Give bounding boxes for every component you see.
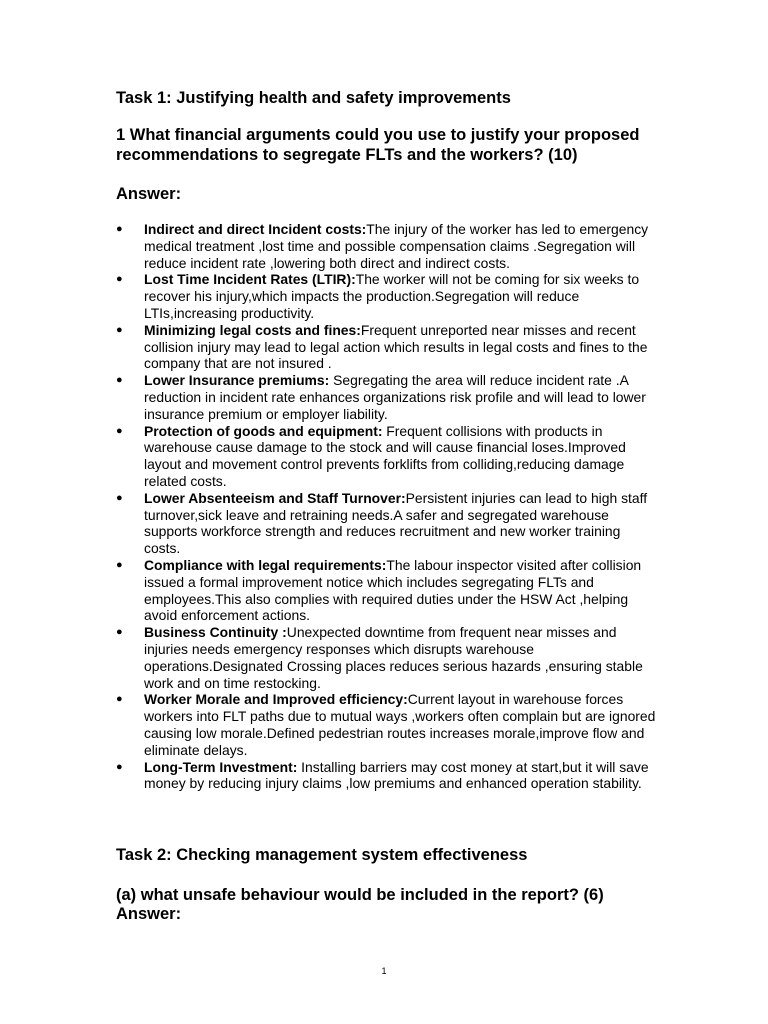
bullet-term: Lost Time Incident Rates (LTIR): (144, 271, 356, 288)
bullet-icon: ● (116, 273, 123, 286)
bullet-icon: ● (116, 323, 123, 336)
task1-question: 1 What financial arguments could you use to justify your proposed recommendations to segregate FLTs and the workers? (10) (116, 126, 640, 164)
bullet-icon: ● (116, 760, 123, 773)
list-item (116, 372, 656, 422)
bullet-icon: ● (116, 626, 123, 639)
task1-bullet-list (116, 221, 656, 792)
bullet-text: Current layout in warehouse forces workers into FLT paths due to mutual ways ,workers often complain but are ignored causing low morale.Defined pedestrian routes increases morale,improve flow and eliminate delays. (144, 691, 656, 758)
bullet-text: Persistent injuries can lead to high staff turnover,sick leave and retraining needs.A safer and segregated warehouse supports workforce strength and reduces recruitment and new worker training costs. (144, 489, 648, 557)
bullet-term: Minimizing legal costs and fines: (144, 321, 361, 338)
bullet-icon: ● (116, 491, 123, 504)
bullet-text: Frequent unreported near misses and recent collision injury may lead to legal action which results in legal costs and fines to the company that are not insured . (144, 321, 648, 372)
bullet-icon: ● (116, 374, 123, 387)
bullet-icon: ● (116, 693, 123, 706)
bullet-icon: ● (116, 558, 123, 571)
list-item (116, 624, 656, 691)
task1-heading: Task 1: Justifying health and safety improvements (116, 89, 511, 107)
bullet-text: The worker will not be coming for six weeks to recover his injury,which impacts the production.Segregation will reduce LTIs,increasing productivity. (144, 271, 640, 321)
list-item (116, 271, 656, 321)
task2-answer-label: Answer: (116, 905, 182, 923)
list-item (116, 423, 656, 490)
bullet-term: Indirect and direct Incident costs: (144, 221, 367, 237)
list-item (116, 557, 656, 624)
bullet-term: Worker Morale and Improved efficiency: (144, 691, 408, 708)
page-number: 1 (381, 966, 387, 976)
bullet-icon: ● (116, 424, 123, 437)
bullet-term: Business Continuity : (144, 624, 287, 641)
bullet-text: The labour inspector visited after collision issued a formal improvement notice which includes segregating FLTs and employees.This also complies with required duties under the HSW Act ,helping avoid enforcement actions. (144, 556, 642, 624)
bullet-term: Compliance with legal requirements: (144, 556, 387, 573)
list-item (116, 691, 656, 758)
list-item (116, 490, 656, 557)
task1-answer-label: Answer: (116, 185, 182, 203)
bullet-term: Long-Term Investment: (144, 758, 298, 775)
bullet-text: Unexpected downtime from frequent near misses and injuries needs emergency responses which disrupts warehouse operations.Designated Crossing places reduces serious hazards ,ensuring stable work and on time restocking. (144, 624, 643, 691)
list-item (116, 221, 656, 271)
bullet-text: Installing barriers may cost money at start,but it will save money by reducing injury claims ,low premiums and enhanced operation stability. (144, 758, 649, 792)
list-item (116, 322, 656, 372)
task2-question: (a) what unsafe behaviour would be included in the report? (6) (116, 886, 604, 904)
bullet-icon: ● (116, 223, 123, 235)
bullet-text: The injury of the worker has led to emergency medical treatment ,lost time and possible compensation claims .Segregation will reduce incident rate ,lowering both direct and indirect costs. (144, 221, 649, 271)
bullet-text: Frequent collisions with products in warehouse cause damage to the stock and will cause financial loses.Improved layout and movement control prevents forklifts from colliding,reducing damage related costs. (144, 422, 626, 489)
bullet-term: Lower Insurance premiums: (144, 372, 330, 389)
bullet-term: Lower Absenteeism and Staff Turnover: (144, 489, 406, 506)
task2-heading: Task 2: Checking management system effectiveness (116, 846, 528, 864)
bullet-term: Protection of goods and equipment: (144, 422, 383, 439)
bullet-text: Segregating the area will reduce incident rate .A reduction in incident rate enhances organizations risk profile and will lead to lower insurance premium or employer liability. (144, 372, 646, 422)
list-item (116, 759, 656, 793)
